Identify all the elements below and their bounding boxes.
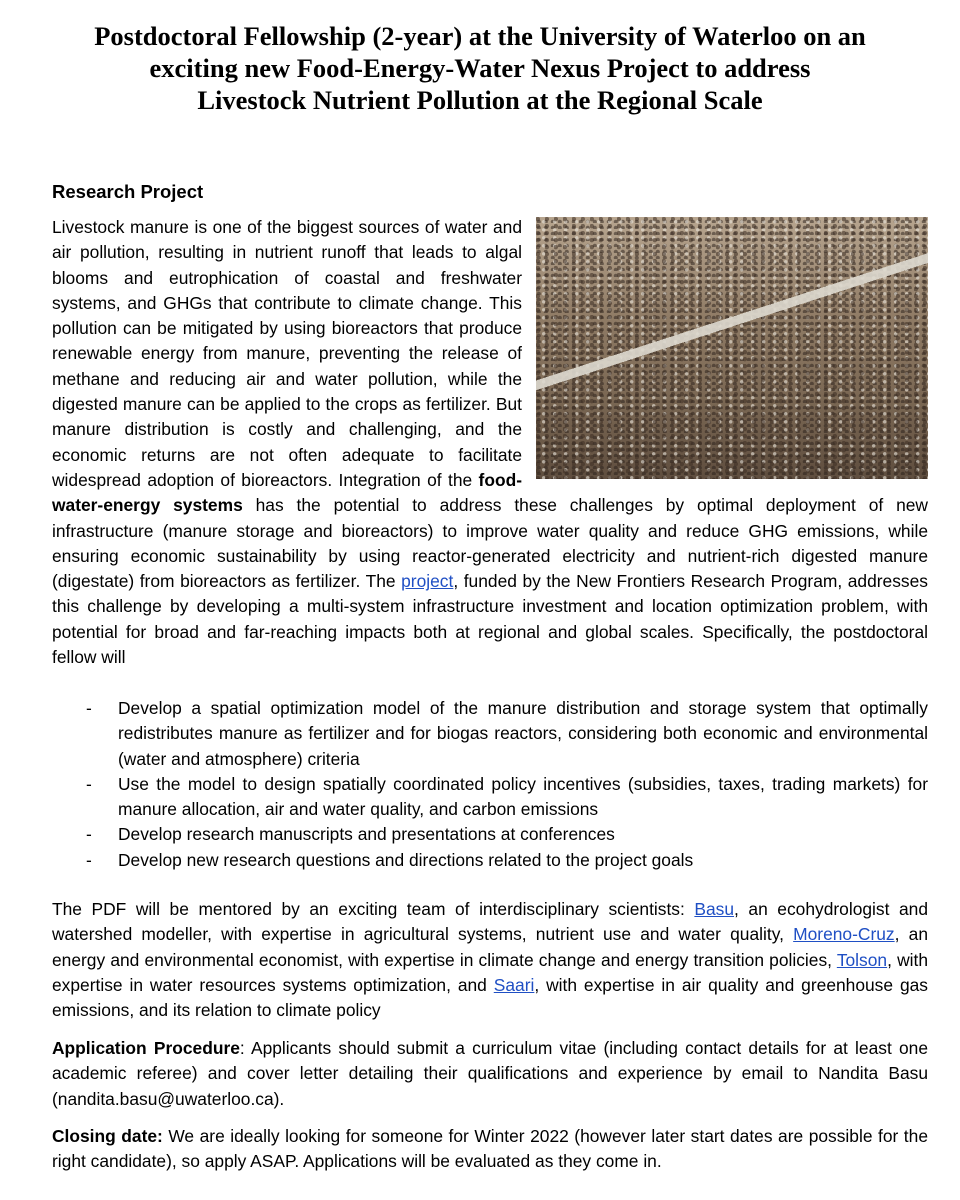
bullet-dash: -: [86, 849, 92, 870]
page-title: [20, 20, 940, 116]
research-text-part-2: has the potential to address these challenges by optimal deployment of new infrastructure (manure storage and bioreactors) to improve water quality and reduce GHG emissions, while ensuring economic sustainability by using reactor-generated electricity and nutrient-rich digested manure (digestate) from bioreactors as fertilizer. The: [52, 495, 928, 592]
list-item-text: Develop research manuscripts and presentations at conferences: [118, 824, 615, 845]
research-text-part-1: Livestock manure is one of the biggest sources of water and air pollution, resulting in nutrient runoff that leads to algal blooms and eutrophication of coastal and freshwater systems, and GHGs that contribute to climate change. This pollution can be mitigated by using bioreactors that produce renewable energy from manure, preventing the release of methane and reducing air and water pollution, while the digested manure can be applied to the crops as fertilizer. But manure distribution is costly and challenging, and the economic returns are not often adequate to facilitate widespread adoption of bioreactors. Integration of the: [52, 217, 522, 490]
bullet-dash: -: [86, 698, 92, 718]
saari-description: , with expertise in air quality and greenhouse gas emissions, and its relation to climate policy: [52, 974, 928, 1021]
application-procedure-paragraph: [52, 1036, 928, 1112]
list-item: [52, 822, 928, 847]
list-item-text: Develop a spatial optimization model of the manure distribution and storage system that optimally redistributes manure as fertilizer and for biogas reactors, considering both economic and environmental (water and atmosphere) criteria: [118, 698, 928, 769]
moreno-cruz-link[interactable]: Moreno-Cruz: [793, 924, 895, 945]
application-procedure-label: Application Procedure: [52, 1038, 240, 1058]
list-item-text: Use the model to design spatially coordinated policy incentives (subsidies, taxes, trading markets) for manure allocation, air and water quality, and carbon emissions: [118, 773, 928, 820]
research-description: [52, 215, 928, 670]
responsibilities-list: [52, 696, 928, 873]
title-line-2: exciting new Food-Energy-Water Nexus Project to address: [149, 53, 811, 83]
food-water-energy-bold: food-water-energy systems: [52, 469, 522, 516]
title-line-1: Postdoctoral Fellowship (2-year) at the University of Waterloo on an: [94, 21, 866, 51]
bullet-dash: -: [86, 824, 92, 845]
closing-date-label: Closing date:: [52, 1126, 163, 1146]
title-line-3: Livestock Nutrient Pollution at the Regional Scale: [197, 85, 763, 115]
moreno-cruz-description: , an energy and environmental economist, with expertise in climate change and energy transition policies,: [52, 924, 928, 970]
basu-link[interactable]: Basu: [694, 899, 735, 919]
list-item: [52, 848, 928, 873]
closing-date-paragraph: [52, 1124, 928, 1175]
list-item-text: Develop new research questions and directions related to the project goals: [118, 849, 694, 870]
saari-link[interactable]: Saari: [493, 974, 535, 995]
application-procedure-text: : Applicants should submit a curriculum vitae (including contact details for at least one academic referee) and cover letter detailing their qualifications and experience by email to Nandita Basu (nandita.basu@uwaterloo.ca).: [52, 1038, 928, 1109]
list-item: [52, 772, 928, 823]
list-item: [52, 696, 928, 772]
research-project-heading: Research Project: [52, 181, 204, 202]
basu-description: , an ecohydrologist and watershed modeller, with expertise in agricultural systems, nutrient use and water quality,: [52, 899, 929, 945]
mentors-intro: The PDF will be mentored by an exciting team of interdisciplinary scientists:: [52, 899, 695, 919]
closing-date-text: We are ideally looking for someone for Winter 2022 (however later start dates are possible for the right candidate), so apply ASAP. Applications will be evaluated as they come in.: [52, 1126, 928, 1172]
tolson-description: , with expertise in water resources systems optimization, and: [52, 949, 928, 995]
tolson-link[interactable]: Tolson: [836, 949, 888, 970]
livestock-feedlot-photo: [536, 217, 928, 479]
mentors-paragraph: [52, 897, 928, 1023]
bullet-dash: -: [86, 773, 92, 794]
project-link[interactable]: project: [401, 571, 454, 592]
research-text-part-3: , funded by the New Frontiers Research Program, addresses this challenge by developing a multi-system infrastructure investment and location optimization problem, with potential for broad and far-reaching impacts both at regional and global scales. Specifically, the postdoctoral fellow will: [52, 571, 928, 668]
